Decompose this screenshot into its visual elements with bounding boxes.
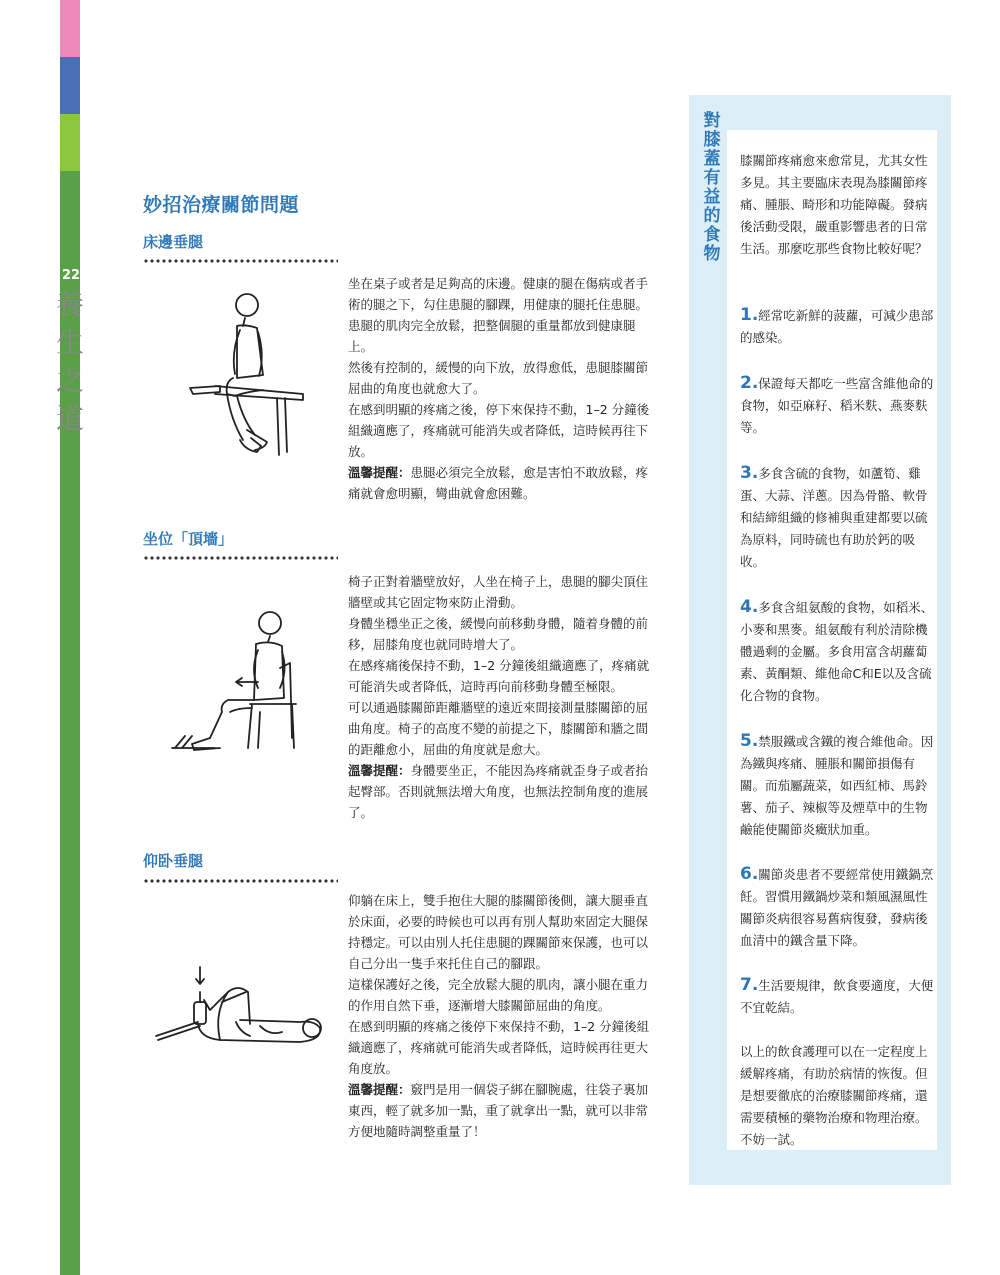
item-text: 生活要規律，飲食要適度，大便不宜乾結。 (740, 978, 934, 1015)
paragraph: 坐在桌子或者是足夠高的床邊。健康的腿在傷病或者手術的腿之下，勾住患腿的腳踝，用健康的腿托住患腿。患腿的肌肉完全放鬆，把整個腿的重量都放到健康腿上。 (348, 276, 649, 354)
item-text: 多食含組氨酸的食物，如稻米、小麥和黑麥。組氨酸有利於清除機體過剩的金屬。多食用富含胡蘿蔔素、黃酮類、維他命C和E以及含硫化合物的食物。 (740, 600, 934, 703)
food-item (740, 974, 938, 1019)
item-number: 5. (740, 731, 759, 751)
food-sidebar-title (700, 112, 724, 264)
title-char: 益 (703, 187, 721, 207)
item-text: 禁服鐵或含鐵的複合維他命。因為鐵與疼痛、腫脹和關節損傷有關。而茄屬蔬菜，如西紅柿、馬鈴薯、茄子、辣椒等及煙草中的生物鹼能使關節炎癥狀加重。 (740, 734, 934, 837)
tip-text: 竅門是用一個袋子綁在腳腕處，往袋子裏加東西，輕了就多加一點，重了就拿出一點，就可以非常方便地隨時調整重量了！ (348, 1082, 649, 1139)
paragraph: 仰躺在床上，雙手抱住大腿的膝關節後側，讓大腿垂直於床面，必要的時候也可以再有別人幫助來固定大腿保持穩定。可以由別人托住患腿的踝關節來保護，也可以自己分出一隻手來托住自己的腳跟。 (348, 893, 649, 971)
tip-paragraph (348, 1079, 653, 1142)
item-text: 保證每天都吃一些富含維他命的食物，如亞麻籽、稻米麩、燕麥麩等。 (740, 376, 934, 435)
paragraph: 在感到明顯的疼痛之後，停下來保持不動，1–2 分鐘後組織適應了，疼痛就可能消失或者降低，這時候再往下放。 (348, 402, 650, 459)
food-conclusion (740, 1041, 938, 1151)
dotted-divider (143, 878, 338, 884)
food-item (740, 730, 938, 841)
tip-text: 身體要坐正，不能因為疼痛就歪身子或者抬起臀部。否則就無法增大角度，也無法控制角度的進展了。 (348, 763, 649, 820)
food-item (740, 304, 938, 349)
book-title-char: 生 (55, 326, 84, 359)
food-item-paragraph (740, 863, 938, 952)
food-item (740, 372, 938, 439)
item-number: 1. (740, 305, 759, 325)
item-number: 2. (740, 373, 759, 393)
tip-label: 溫馨提醒： (348, 1082, 411, 1097)
dotted-divider (143, 555, 338, 561)
tip-paragraph (348, 760, 653, 823)
paragraph: 可以通過膝關節距離牆壁的遠近來間接測量膝關節的屈曲角度。椅子的高度不變的前提之下，膝關節和牆之間的距離愈小，屈曲的角度就是愈大。 (348, 700, 649, 757)
item-number: 7. (740, 975, 759, 995)
intro-paragraph: 膝關節疼痛愈來愈常見，尤其女性多見。其主要臨床表現為膝關節疼痛、腫脹、畸形和功能障礙。發病後活動受限，嚴重影響患者的日常生活。那麼吃那些食物比較好呢？ (740, 153, 928, 256)
food-item-paragraph (740, 462, 938, 573)
dotted-divider (143, 258, 338, 264)
tip-label: 溫馨提醒： (348, 465, 411, 480)
paragraph: 身體坐穩坐正之後，緩慢向前移動身體，隨着身體的前移，屈膝角度也就同時增大了。 (348, 616, 649, 652)
section-body-bedside (348, 273, 653, 504)
item-text: 多食含硫的食物，如蘆筍、雞蛋、大蒜、洋蔥。因為骨骼、軟骨和結締組織的修補與重建都要以硫為原料，同時硫也有助於鈣的吸收。 (740, 466, 928, 569)
item-number: 3. (740, 463, 759, 483)
title-char: 物 (703, 244, 721, 264)
section-body-wall-push (348, 571, 653, 823)
paragraph: 椅子正對着牆壁放好，人坐在椅子上，患腿的腳尖頂住牆壁或其它固定物來防止滑動。 (348, 574, 649, 610)
conclusion-paragraph: 以上的飲食護理可以在一定程度上緩解疼痛，有助於病情的恢復。但是想要徹底的治療膝關節疼痛，還需要積極的藥物治療和物理治療。不妨一試。 (740, 1044, 928, 1147)
section-title-bedside: 床邊垂腿 (143, 233, 204, 251)
item-number: 6. (740, 864, 759, 884)
food-item-paragraph (740, 372, 938, 439)
tip-text: 患腿必須完全放鬆，愈是害怕不敢放鬆，疼痛就會愈明顯，彎曲就會愈困難。 (348, 465, 649, 501)
food-item-paragraph (740, 304, 938, 349)
food-item (740, 596, 938, 707)
title-char: 膝 (703, 130, 721, 150)
title-char: 對 (703, 111, 721, 131)
food-item-paragraph (740, 974, 938, 1019)
seated-wall-illustration (170, 608, 310, 758)
title-char: 蓋 (703, 149, 721, 169)
food-item (740, 863, 938, 952)
title-char: 食 (703, 225, 721, 245)
bedside-leg-illustration (185, 290, 310, 465)
strip-green-light (60, 114, 80, 171)
section-body-supine (348, 890, 653, 1142)
book-title-char: 之 (55, 364, 84, 397)
strip-blue (60, 57, 80, 114)
food-item (740, 462, 938, 573)
paragraph: 在感到明顯的疼痛之後停下來保持不動，1–2 分鐘後組織適應了，疼痛就可能消失或者降低，這時候再往更大角度放。 (348, 1019, 650, 1076)
food-item-paragraph (740, 730, 938, 841)
tip-paragraph (348, 462, 653, 504)
food-item-paragraph (740, 596, 938, 707)
book-title (52, 286, 88, 438)
supine-leg-illustration (150, 962, 330, 1052)
item-text: 關節炎患者不要經常使用鐵鍋烹飪。習慣用鐵鍋炒菜和類風濕風性關節炎病很容易舊病復發，發病後血清中的鐵含量下降。 (740, 867, 934, 948)
item-text: 經常吃新鮮的菠蘿，可減少患部的感染。 (740, 308, 934, 345)
section-title-supine: 仰卧垂腿 (143, 852, 204, 870)
color-strip (60, 0, 80, 1275)
paragraph: 這樣保護好之後，完全放鬆大腿的肌肉，讓小腿在重力的作用自然下垂，逐漸增大膝關節屈曲的角度。 (348, 977, 649, 1013)
food-intro (740, 150, 938, 260)
main-title: 妙招治療關節問題 (143, 194, 300, 216)
item-number: 4. (740, 597, 759, 617)
paragraph: 然後有控制的，緩慢的向下放，放得愈低，患腿膝關節屈曲的角度也就愈大了。 (348, 360, 649, 396)
strip-pink (60, 0, 80, 57)
book-title-char: 養 (55, 288, 84, 321)
section-title-wall-push: 坐位「頂墻」 (143, 530, 234, 548)
title-char: 的 (703, 206, 721, 226)
page-number: 22 (61, 268, 81, 283)
title-char: 有 (703, 168, 721, 188)
book-title-char: 道 (55, 402, 84, 435)
tip-label: 溫馨提醒： (348, 763, 411, 778)
paragraph: 在感疼痛後保持不動，1–2 分鐘後組織適應了，疼痛就可能消失或者降低，這時再向前移動身體至極限。 (348, 658, 650, 694)
